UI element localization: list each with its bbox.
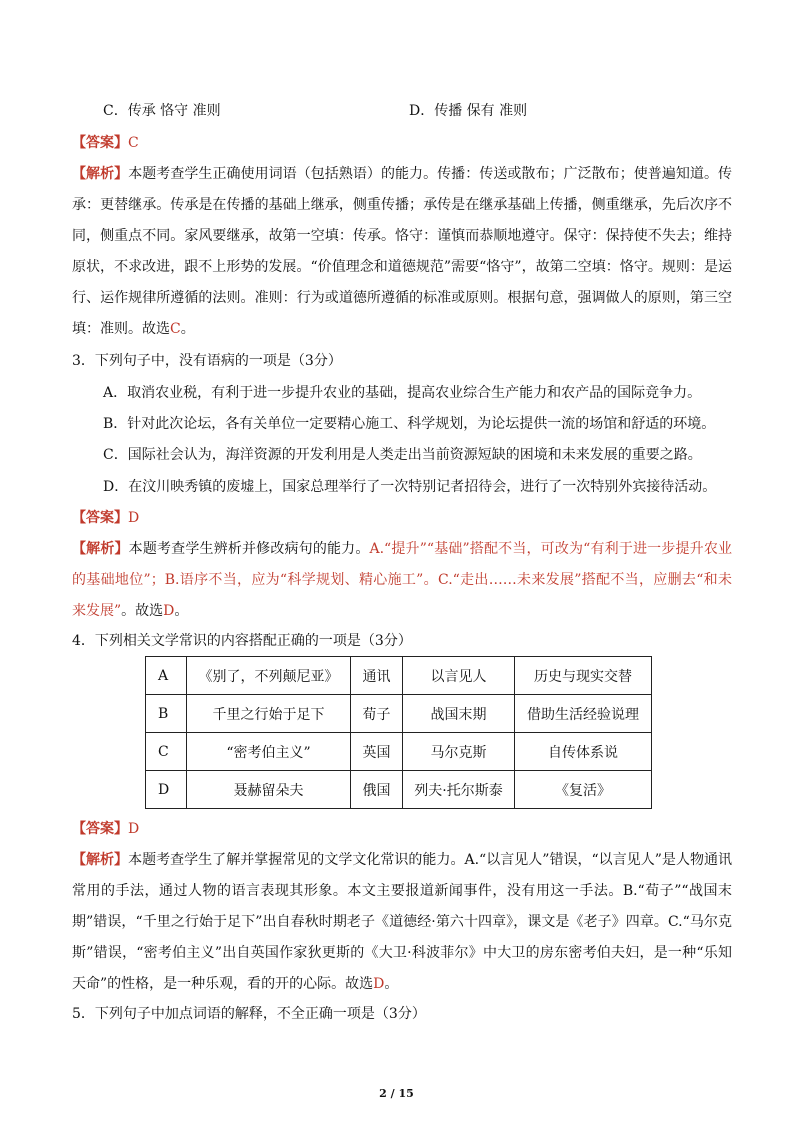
- answer-value: C: [128, 135, 139, 151]
- analysis-conclusion: 。故选: [121, 603, 164, 619]
- table-cell: B: [146, 695, 187, 733]
- q4-stem: 4．下列相关文学常识的内容搭配正确的一项是（3分）: [72, 633, 412, 649]
- q3-analysis: [72, 534, 732, 627]
- table-cell: C: [146, 733, 187, 771]
- table-cell: 借助生活经验说理: [515, 695, 652, 733]
- table-cell: “密考伯主义”: [187, 733, 351, 771]
- analysis-tag: 【解析】: [72, 166, 129, 182]
- table-cell: 战国末期: [403, 695, 515, 733]
- table-cell: 《别了，不列颠尼亚》: [187, 657, 351, 695]
- analysis-text: 本题考查学生了解并掌握常见的文学文化常识的能力。: [128, 852, 465, 868]
- analysis-text: 本题考查学生正确使用词语（包括熟语）的能力。传播：传送或散布；广泛散布；使普遍知道。传承：更替继承。传承是在传播的基础上继承，侧重传播；承传是在继承基础上传播，侧重继承，先后次序不同，侧重点不同。家风要继承，故第一空填：传承。恪守：谨慎而恭顺地遵守。保守：保持使不失去；维持原状，不求改进，跟不上形势的发展。“价值理念和道德规范”需要“恪守”，故第二空填：恪守。规则：是运行、运作规律所遵循的法则。准则：行为或道德所遵循的标准或原则。根据句意，强调做人的原则，第三空填：准则。故选: [72, 166, 733, 337]
- q3-option-a: A．取消农业税，有利于进一步提升农业的基础，提高农业综合生产能力和农产品的国际竞争力。: [103, 385, 702, 401]
- analysis-a: A.“以言见人”错误，“以言见人”是人物通讯常用的手法，通过人物的语言表现其形象。本文主要报道新闻事件，没有用这一手法。: [72, 852, 732, 899]
- q3-option-b: B．针对此次论坛，各有关单位一定要精心施工、科学规划，为论坛提供一流的场馆和舒适的环境。: [103, 416, 716, 432]
- q4-analysis: [72, 845, 732, 1000]
- q3-answer: [72, 508, 139, 528]
- analysis-choice: C: [170, 321, 181, 337]
- answer-value: D: [128, 821, 140, 837]
- q3-option-c: C．国际社会认为，海洋资源的开发利用是人类走出当前资源短缺的困境和未来发展的重要之路。: [103, 447, 702, 463]
- answer-tag: 【答案】: [72, 135, 128, 151]
- table-cell: 历史与现实交替: [515, 657, 652, 695]
- analysis-tag: 【解析】: [72, 852, 129, 868]
- q3-option-d: D．在汶川映秀镇的废墟上，国家总理举行了一次特别记者招待会，进行了一次特别外宾接待活动。: [103, 479, 717, 495]
- table-row: [146, 657, 652, 695]
- q3-stem: 3．下列句子中，没有语病的一项是（3分）: [72, 353, 342, 369]
- table-cell: 通讯: [351, 657, 403, 695]
- table-row: [146, 771, 652, 809]
- table-cell: 列夫·托尔斯泰: [403, 771, 515, 809]
- analysis-c: C.“马尔克斯”错误，“密考伯主义”出自英国作家狄更斯的《大卫·科波菲尔》中大卫的房东密考伯夫妇，是一种“乐知天命”的性格，是一种乐观，看的开的心际。故选: [72, 914, 732, 992]
- literature-table: [145, 656, 652, 809]
- analysis-choice: D: [163, 603, 175, 619]
- table-cell: 聂赫留朵夫: [187, 771, 351, 809]
- table-cell: 《复活》: [515, 771, 652, 809]
- table-cell: D: [146, 771, 187, 809]
- answer-tag: 【答案】: [72, 821, 128, 837]
- q4-answer: [72, 819, 139, 839]
- analysis-c: 。C.“走出……未来发展”搭配不当，应删去“和未来发展”: [72, 572, 732, 619]
- table-cell: 自传体系说: [515, 733, 652, 771]
- option-c-prev: C．传承 恪守 准则: [103, 103, 221, 119]
- table-cell: 英国: [351, 733, 403, 771]
- table-cell: 俄国: [351, 771, 403, 809]
- table-cell: 荀子: [351, 695, 403, 733]
- table-row: [146, 733, 652, 771]
- table-cell: A: [146, 657, 187, 695]
- q2-analysis: [72, 159, 732, 345]
- analysis-b: B.“荀子”“战国末期”错误，“千里之行始于足下”出自春秋时期老子《道德经·第六十四章》，课文是《老子》四章。: [72, 883, 732, 930]
- table-cell: 千里之行始于足下: [187, 695, 351, 733]
- analysis-period: 。: [180, 321, 195, 337]
- q5-stem: 5．下列句子中加点词语的解释，不全正确一项是（3分）: [72, 1006, 426, 1022]
- analysis-tag: 【解析】: [72, 541, 129, 557]
- analysis-choice: D: [373, 976, 385, 992]
- analysis-period: 。: [384, 976, 399, 992]
- q2-answer: [72, 133, 139, 153]
- analysis-a: A.“提升”“基础”搭配不当，可改为“有利于进一步提升农业的基础地位”: [72, 541, 732, 588]
- analysis-period: 。: [174, 603, 189, 619]
- table-cell: 马尔克斯: [403, 733, 515, 771]
- analysis-b: ；B.语序不当，应为“科学规划、精心施工”: [150, 572, 424, 588]
- page-number: 2 / 15: [379, 1087, 414, 1100]
- option-d-prev: D．传播 保有 准则: [409, 103, 528, 119]
- answer-value: D: [128, 510, 140, 526]
- table-cell: 以言见人: [403, 657, 515, 695]
- table-row: [146, 695, 652, 733]
- analysis-text: 本题考查学生辨析并修改病句的能力。: [128, 541, 370, 557]
- answer-tag: 【答案】: [72, 510, 128, 526]
